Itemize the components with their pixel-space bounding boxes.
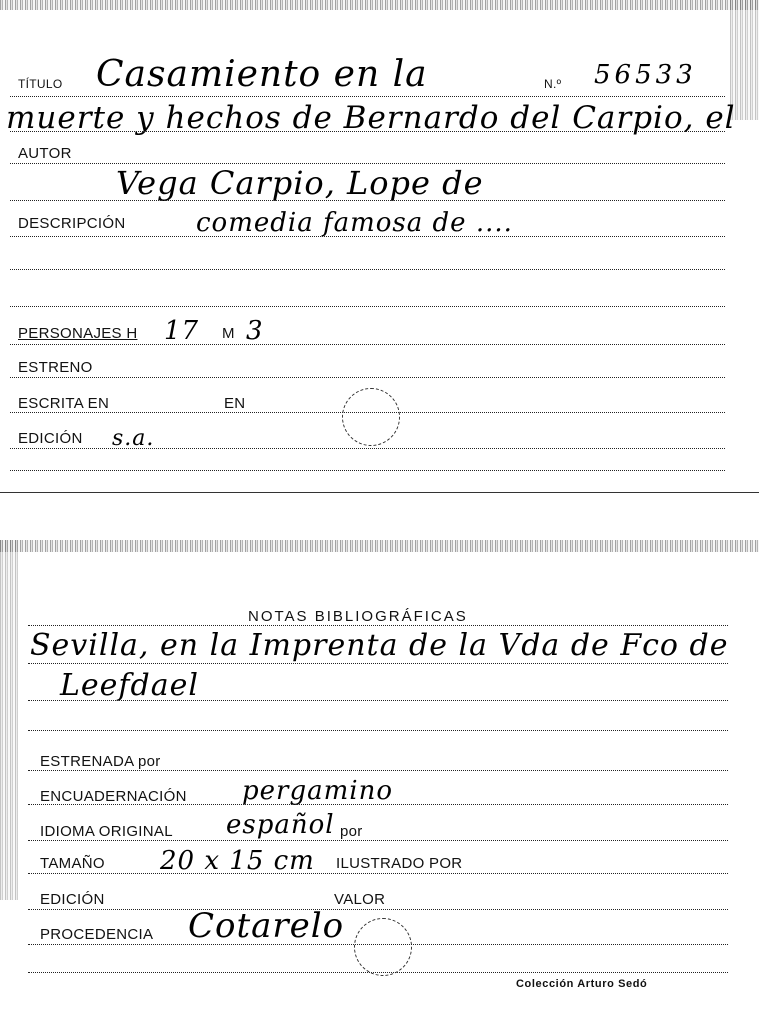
dotted-line (10, 236, 725, 237)
dotted-line (10, 377, 725, 378)
catalog-card-back (0, 540, 759, 990)
procedencia-value: Cotarelo (188, 906, 345, 946)
collection-footer: Colección Arturo Sedó (516, 978, 648, 990)
edicion-value: s.a. (112, 426, 155, 451)
dotted-line (28, 840, 728, 841)
card-edge-texture (0, 540, 18, 900)
personajes-label: PERSONAJES H (18, 325, 138, 342)
en-label: EN (224, 395, 246, 412)
procedencia-label: PROCEDENCIA (40, 926, 154, 943)
dotted-line (10, 269, 725, 270)
escrita-en-label: ESCRITA EN (18, 395, 110, 412)
catalog-card-front (0, 0, 759, 493)
idioma-value: español (226, 810, 335, 840)
personajes-h-value: 17 (164, 316, 200, 346)
numero-value: 56533 (594, 60, 697, 90)
titulo-line1: Casamiento en la (96, 54, 428, 95)
personajes-m-value: 3 (246, 316, 264, 346)
card-edge-texture (0, 540, 759, 552)
valor-label: VALOR (334, 891, 386, 908)
autor-label: AUTOR (18, 145, 72, 162)
dotted-line (28, 770, 728, 771)
dotted-line (28, 873, 728, 874)
dotted-line (10, 344, 725, 345)
notas-line1: Sevilla, en la Imprenta de la Vda de Fco de (30, 628, 729, 663)
personajes-m-label: M (222, 325, 235, 342)
dotted-line (28, 804, 728, 805)
estreno-label: ESTRENO (18, 359, 93, 376)
descripcion-value: comedia famosa de .... (196, 208, 513, 238)
estrenada-label: ESTRENADA por (40, 753, 161, 770)
ilustrado-label: ILUSTRADO POR (336, 855, 463, 872)
tamano-label: TAMAÑO (40, 855, 105, 872)
titulo-line2: muerte y hechos de Bernardo del Carpio, el (6, 100, 736, 136)
dotted-line (28, 730, 728, 731)
dotted-line (10, 448, 725, 449)
dotted-line (10, 470, 725, 471)
notas-line2: Leefdael (60, 668, 199, 703)
dotted-line (28, 909, 728, 910)
dotted-line (10, 306, 725, 307)
dotted-line (28, 625, 728, 626)
card-edge-texture (0, 0, 759, 10)
tamano-value: 20 x 15 cm (160, 846, 315, 876)
dotted-line (28, 663, 728, 664)
edicion-back-label: EDICIÓN (40, 891, 105, 908)
descripcion-label: DESCRIPCIÓN (18, 215, 126, 232)
autor-value: Vega Carpio, Lope de (116, 164, 484, 202)
notas-label: NOTAS BIBLIOGRÁFICAS (248, 608, 468, 625)
encuadernacion-value: pergamino (242, 776, 393, 806)
stamp-circle (342, 388, 400, 446)
idioma-por-label: por (340, 823, 363, 840)
stamp-circle (354, 918, 412, 976)
titulo-label: TÍTULO (18, 77, 63, 91)
dotted-line (28, 700, 728, 701)
dotted-line (28, 944, 728, 945)
numero-label: N.º (544, 77, 562, 91)
idioma-label: IDIOMA ORIGINAL (40, 823, 173, 840)
edicion-label: EDICIÓN (18, 430, 83, 447)
dotted-line (10, 131, 725, 132)
dotted-line (10, 96, 725, 97)
dotted-line (10, 200, 725, 201)
encuadernacion-label: ENCUADERNACIÓN (40, 788, 187, 805)
dotted-line (28, 972, 728, 973)
